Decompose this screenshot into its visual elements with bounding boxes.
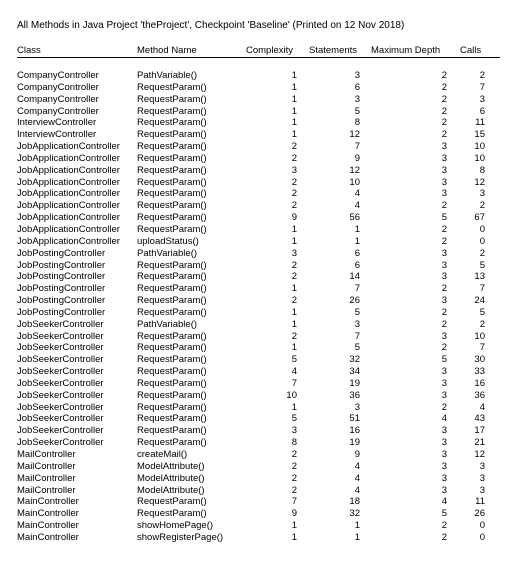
- methods-table-body: [0, 70, 517, 544]
- cell-calls: 2: [479, 247, 485, 259]
- cell-class: JobSeekerController: [17, 354, 104, 366]
- cell-class: MailController: [17, 460, 76, 472]
- cell-method-name: RequestParam(): [137, 425, 207, 437]
- cell-statements: 3: [354, 401, 360, 413]
- table-row: [0, 485, 517, 497]
- cell-method-name: ModelAttribute(): [137, 472, 205, 484]
- cell-maximum-depth: 3: [441, 425, 447, 437]
- cell-complexity: 2: [291, 330, 297, 342]
- header-divider: [17, 57, 500, 58]
- cell-class: JobPostingController: [17, 306, 106, 318]
- table-row: [0, 508, 517, 520]
- cell-class: MailController: [17, 484, 76, 496]
- cell-method-name: RequestParam(): [137, 437, 207, 449]
- table-row: [0, 165, 517, 177]
- cell-method-name: RequestParam(): [137, 223, 207, 235]
- table-row: [0, 283, 517, 295]
- cell-complexity: 2: [291, 152, 297, 164]
- cell-calls: 5: [479, 259, 485, 271]
- cell-method-name: RequestParam(): [137, 354, 207, 366]
- cell-complexity: 8: [291, 437, 297, 449]
- cell-calls: 12: [474, 449, 485, 460]
- cell-method-name: RequestParam(): [137, 188, 207, 200]
- cell-statements: 3: [354, 70, 360, 81]
- table-row: [0, 224, 517, 236]
- cell-statements: 14: [349, 271, 360, 283]
- cell-class: JobSeekerController: [17, 425, 104, 437]
- cell-maximum-depth: 2: [441, 93, 447, 105]
- cell-method-name: RequestParam(): [137, 366, 207, 378]
- cell-calls: 30: [474, 354, 485, 366]
- cell-complexity: 1: [291, 318, 297, 330]
- cell-maximum-depth: 3: [441, 460, 447, 472]
- cell-method-name: RequestParam(): [137, 389, 207, 401]
- cell-maximum-depth: 3: [441, 164, 447, 176]
- table-row: [0, 236, 517, 248]
- cell-method-name: RequestParam(): [137, 176, 207, 188]
- cell-calls: 5: [479, 306, 485, 318]
- cell-complexity: 5: [291, 413, 297, 425]
- cell-method-name: RequestParam(): [137, 330, 207, 342]
- cell-method-name: createMail(): [137, 449, 188, 460]
- cell-complexity: 7: [291, 496, 297, 508]
- cell-maximum-depth: 3: [441, 330, 447, 342]
- table-row: [0, 94, 517, 106]
- cell-complexity: 1: [291, 342, 297, 354]
- table-row: [0, 106, 517, 118]
- cell-method-name: RequestParam(): [137, 377, 207, 389]
- cell-maximum-depth: 5: [441, 212, 447, 224]
- cell-calls: 10: [474, 141, 485, 153]
- cell-calls: 0: [479, 520, 485, 532]
- cell-class: JobPostingController: [17, 295, 106, 307]
- cell-maximum-depth: 2: [441, 223, 447, 235]
- cell-complexity: 1: [291, 531, 297, 543]
- cell-method-name: RequestParam(): [137, 105, 207, 117]
- cell-maximum-depth: 2: [441, 117, 447, 129]
- cell-maximum-depth: 3: [441, 449, 447, 460]
- cell-statements: 51: [349, 413, 360, 425]
- cell-method-name: ModelAttribute(): [137, 460, 205, 472]
- cell-method-name: RequestParam(): [137, 129, 207, 141]
- table-row: [0, 129, 517, 141]
- cell-calls: 67: [474, 212, 485, 224]
- table-row: [0, 82, 517, 94]
- cell-class: InterviewController: [17, 117, 97, 129]
- cell-maximum-depth: 2: [441, 200, 447, 212]
- cell-calls: 36: [474, 389, 485, 401]
- cell-calls: 7: [479, 342, 485, 354]
- cell-calls: 4: [479, 401, 485, 413]
- table-row: [0, 188, 517, 200]
- table-row: [0, 496, 517, 508]
- cell-class: JobPostingController: [17, 271, 106, 283]
- cell-method-name: PathVariable(): [137, 318, 198, 330]
- cell-class: JobSeekerController: [17, 330, 104, 342]
- cell-complexity: 1: [291, 93, 297, 105]
- cell-complexity: 2: [291, 200, 297, 212]
- cell-class: MainController: [17, 520, 79, 532]
- header-calls: Calls: [460, 45, 482, 56]
- cell-complexity: 3: [291, 247, 297, 259]
- cell-calls: 3: [479, 484, 485, 496]
- table-row: [0, 473, 517, 485]
- table-row: [0, 461, 517, 473]
- table-row: [0, 413, 517, 425]
- cell-statements: 9: [354, 152, 360, 164]
- cell-calls: 43: [474, 413, 485, 425]
- cell-class: MainController: [17, 508, 79, 520]
- cell-method-name: RequestParam(): [137, 295, 207, 307]
- cell-complexity: 1: [291, 520, 297, 532]
- cell-calls: 0: [479, 223, 485, 235]
- table-row: [0, 248, 517, 260]
- cell-statements: 3: [354, 93, 360, 105]
- cell-maximum-depth: 2: [441, 531, 447, 543]
- cell-maximum-depth: 2: [441, 105, 447, 117]
- cell-maximum-depth: 2: [441, 81, 447, 93]
- cell-class: JobApplicationController: [17, 152, 120, 164]
- header-complexity: Complexity: [246, 45, 293, 56]
- cell-maximum-depth: 4: [441, 413, 447, 425]
- cell-calls: 26: [474, 508, 485, 520]
- cell-method-name: RequestParam(): [137, 401, 207, 413]
- cell-class: JobApplicationController: [17, 164, 120, 176]
- cell-method-name: RequestParam(): [137, 93, 207, 105]
- cell-method-name: RequestParam(): [137, 117, 207, 129]
- table-row: [0, 354, 517, 366]
- cell-class: JobApplicationController: [17, 200, 120, 212]
- cell-complexity: 2: [291, 176, 297, 188]
- cell-calls: 10: [474, 330, 485, 342]
- table-row: [0, 212, 517, 224]
- cell-complexity: 1: [291, 105, 297, 117]
- cell-maximum-depth: 2: [441, 235, 447, 247]
- cell-calls: 2: [479, 70, 485, 81]
- cell-maximum-depth: 3: [441, 176, 447, 188]
- cell-complexity: 1: [291, 117, 297, 129]
- table-row: [0, 319, 517, 331]
- cell-method-name: RequestParam(): [137, 342, 207, 354]
- cell-calls: 3: [479, 93, 485, 105]
- cell-statements: 7: [354, 141, 360, 153]
- cell-complexity: 2: [291, 472, 297, 484]
- cell-class: JobSeekerController: [17, 437, 104, 449]
- cell-maximum-depth: 3: [441, 389, 447, 401]
- cell-maximum-depth: 3: [441, 259, 447, 271]
- table-row: [0, 378, 517, 390]
- cell-statements: 1: [354, 531, 360, 543]
- cell-complexity: 10: [286, 389, 297, 401]
- cell-class: JobPostingController: [17, 247, 106, 259]
- cell-statements: 6: [354, 259, 360, 271]
- cell-maximum-depth: 2: [441, 318, 447, 330]
- cell-method-name: ModelAttribute(): [137, 484, 205, 496]
- cell-complexity: 1: [291, 306, 297, 318]
- cell-complexity: 1: [291, 235, 297, 247]
- table-row: [0, 271, 517, 283]
- cell-class: CompanyController: [17, 93, 99, 105]
- header-class: Class: [17, 45, 41, 56]
- table-row: [0, 295, 517, 307]
- cell-statements: 5: [354, 342, 360, 354]
- cell-statements: 3: [354, 318, 360, 330]
- table-row: [0, 390, 517, 402]
- cell-calls: 11: [475, 117, 485, 129]
- cell-statements: 4: [354, 460, 360, 472]
- cell-statements: 19: [349, 437, 360, 449]
- cell-statements: 12: [349, 129, 360, 141]
- cell-statements: 1: [354, 520, 360, 532]
- cell-method-name: RequestParam(): [137, 200, 207, 212]
- cell-maximum-depth: 3: [441, 152, 447, 164]
- cell-method-name: RequestParam(): [137, 508, 207, 520]
- cell-method-name: uploadStatus(): [137, 235, 199, 247]
- cell-method-name: PathVariable(): [137, 70, 198, 81]
- header-statements: Statements: [309, 45, 358, 56]
- cell-calls: 21: [474, 437, 485, 449]
- cell-calls: 3: [479, 472, 485, 484]
- header-method-name: Method Name: [137, 45, 197, 56]
- cell-statements: 1: [354, 235, 360, 247]
- cell-statements: 4: [354, 472, 360, 484]
- table-row: [0, 260, 517, 272]
- cell-complexity: 1: [291, 283, 297, 295]
- table-row: [0, 402, 517, 414]
- cell-class: CompanyController: [17, 105, 99, 117]
- cell-complexity: 1: [291, 223, 297, 235]
- cell-class: JobApplicationController: [17, 223, 120, 235]
- cell-statements: 26: [349, 295, 360, 307]
- cell-statements: 5: [354, 105, 360, 117]
- table-row: [0, 449, 517, 461]
- cell-calls: 0: [479, 235, 485, 247]
- cell-class: JobPostingController: [17, 259, 106, 271]
- cell-class: JobSeekerController: [17, 342, 104, 354]
- table-row: [0, 307, 517, 319]
- table-row: [0, 117, 517, 129]
- cell-statements: 9: [354, 449, 360, 460]
- cell-maximum-depth: 3: [441, 295, 447, 307]
- cell-statements: 4: [354, 484, 360, 496]
- cell-complexity: 9: [291, 508, 297, 520]
- cell-method-name: RequestParam(): [137, 306, 207, 318]
- cell-statements: 6: [354, 81, 360, 93]
- cell-statements: 7: [354, 283, 360, 295]
- cell-method-name: RequestParam(): [137, 81, 207, 93]
- cell-method-name: RequestParam(): [137, 271, 207, 283]
- table-row: [0, 425, 517, 437]
- cell-complexity: 2: [291, 188, 297, 200]
- cell-complexity: 2: [291, 484, 297, 496]
- cell-class: JobApplicationController: [17, 212, 120, 224]
- cell-calls: 7: [479, 81, 485, 93]
- cell-class: InterviewController: [17, 129, 97, 141]
- cell-maximum-depth: 3: [441, 437, 447, 449]
- cell-method-name: RequestParam(): [137, 152, 207, 164]
- table-row: [0, 520, 517, 532]
- cell-class: JobSeekerController: [17, 366, 104, 378]
- cell-statements: 36: [349, 389, 360, 401]
- cell-complexity: 9: [291, 212, 297, 224]
- cell-class: MainController: [17, 531, 79, 543]
- cell-class: JobSeekerController: [17, 401, 104, 413]
- cell-calls: 33: [474, 366, 485, 378]
- cell-class: JobApplicationController: [17, 235, 120, 247]
- cell-maximum-depth: 2: [441, 283, 447, 295]
- cell-complexity: 1: [291, 70, 297, 81]
- cell-method-name: RequestParam(): [137, 141, 207, 153]
- report-title: All Methods in Java Project 'theProject', Checkpoint 'Baseline' (Printed on 12 Nov 2018): [17, 20, 405, 31]
- cell-class: JobApplicationController: [17, 141, 120, 153]
- cell-calls: 13: [474, 271, 485, 283]
- cell-maximum-depth: 2: [441, 342, 447, 354]
- cell-calls: 10: [474, 152, 485, 164]
- cell-method-name: RequestParam(): [137, 283, 207, 295]
- cell-calls: 17: [474, 425, 485, 437]
- cell-complexity: 4: [291, 366, 297, 378]
- table-row: [0, 342, 517, 354]
- cell-calls: 2: [479, 200, 485, 212]
- cell-class: JobApplicationController: [17, 176, 120, 188]
- cell-class: CompanyController: [17, 70, 99, 81]
- cell-maximum-depth: 3: [441, 366, 447, 378]
- cell-complexity: 1: [291, 401, 297, 413]
- cell-statements: 32: [349, 354, 360, 366]
- cell-statements: 5: [354, 306, 360, 318]
- cell-complexity: 2: [291, 271, 297, 283]
- cell-statements: 10: [349, 176, 360, 188]
- cell-calls: 11: [475, 496, 485, 508]
- cell-maximum-depth: 3: [441, 472, 447, 484]
- cell-class: CompanyController: [17, 81, 99, 93]
- cell-complexity: 2: [291, 449, 297, 460]
- cell-calls: 8: [479, 164, 485, 176]
- cell-statements: 6: [354, 247, 360, 259]
- cell-maximum-depth: 2: [441, 306, 447, 318]
- table-row: [0, 200, 517, 212]
- cell-maximum-depth: 4: [441, 496, 447, 508]
- cell-method-name: RequestParam(): [137, 413, 207, 425]
- cell-maximum-depth: 2: [441, 129, 447, 141]
- cell-statements: 1: [354, 223, 360, 235]
- cell-maximum-depth: 5: [441, 508, 447, 520]
- header-maximum-depth: Maximum Depth: [371, 45, 441, 56]
- cell-method-name: RequestParam(): [137, 496, 207, 508]
- cell-statements: 34: [349, 366, 360, 378]
- cell-calls: 16: [474, 377, 485, 389]
- table-row: [0, 437, 517, 449]
- cell-statements: 18: [349, 496, 360, 508]
- table-row: [0, 70, 517, 82]
- cell-method-name: PathVariable(): [137, 247, 198, 259]
- cell-calls: 2: [479, 318, 485, 330]
- cell-statements: 19: [349, 377, 360, 389]
- cell-statements: 32: [349, 508, 360, 520]
- cell-class: JobSeekerController: [17, 318, 104, 330]
- cell-statements: 7: [354, 330, 360, 342]
- cell-statements: 4: [354, 188, 360, 200]
- table-row: [0, 331, 517, 343]
- cell-method-name: showRegisterPage(): [137, 531, 224, 543]
- cell-maximum-depth: 3: [441, 484, 447, 496]
- cell-maximum-depth: 5: [441, 354, 447, 366]
- cell-maximum-depth: 2: [441, 70, 447, 81]
- cell-class: MailController: [17, 449, 76, 460]
- cell-maximum-depth: 2: [441, 401, 447, 413]
- cell-maximum-depth: 2: [441, 520, 447, 532]
- cell-statements: 12: [349, 164, 360, 176]
- cell-statements: 16: [349, 425, 360, 437]
- table-row: [0, 366, 517, 378]
- cell-calls: 3: [479, 460, 485, 472]
- table-row: [0, 141, 517, 153]
- cell-complexity: 2: [291, 141, 297, 153]
- cell-class: JobSeekerController: [17, 413, 104, 425]
- cell-method-name: RequestParam(): [137, 212, 207, 224]
- cell-class: MailController: [17, 472, 76, 484]
- cell-method-name: showHomePage(): [137, 520, 214, 532]
- cell-maximum-depth: 3: [441, 247, 447, 259]
- cell-calls: 7: [479, 283, 485, 295]
- cell-class: MainController: [17, 496, 79, 508]
- cell-maximum-depth: 3: [441, 271, 447, 283]
- cell-complexity: 1: [291, 81, 297, 93]
- cell-calls: 24: [474, 295, 485, 307]
- cell-complexity: 2: [291, 259, 297, 271]
- cell-class: JobApplicationController: [17, 188, 120, 200]
- cell-method-name: RequestParam(): [137, 259, 207, 271]
- cell-calls: 15: [474, 129, 485, 141]
- cell-statements: 8: [354, 117, 360, 129]
- cell-maximum-depth: 3: [441, 141, 447, 153]
- cell-calls: 0: [479, 531, 485, 543]
- cell-maximum-depth: 3: [441, 188, 447, 200]
- cell-class: JobSeekerController: [17, 389, 104, 401]
- cell-calls: 12: [474, 176, 485, 188]
- cell-maximum-depth: 3: [441, 377, 447, 389]
- cell-complexity: 3: [291, 164, 297, 176]
- cell-calls: 6: [479, 105, 485, 117]
- table-row: [0, 532, 517, 544]
- cell-complexity: 3: [291, 425, 297, 437]
- cell-calls: 3: [479, 188, 485, 200]
- cell-complexity: 2: [291, 295, 297, 307]
- cell-statements: 4: [354, 200, 360, 212]
- cell-complexity: 7: [291, 377, 297, 389]
- cell-method-name: RequestParam(): [137, 164, 207, 176]
- cell-complexity: 2: [291, 460, 297, 472]
- table-row: [0, 153, 517, 165]
- cell-class: JobPostingController: [17, 283, 106, 295]
- cell-statements: 56: [349, 212, 360, 224]
- cell-class: JobSeekerController: [17, 377, 104, 389]
- cell-complexity: 5: [291, 354, 297, 366]
- cell-complexity: 1: [291, 129, 297, 141]
- table-row: [0, 177, 517, 189]
